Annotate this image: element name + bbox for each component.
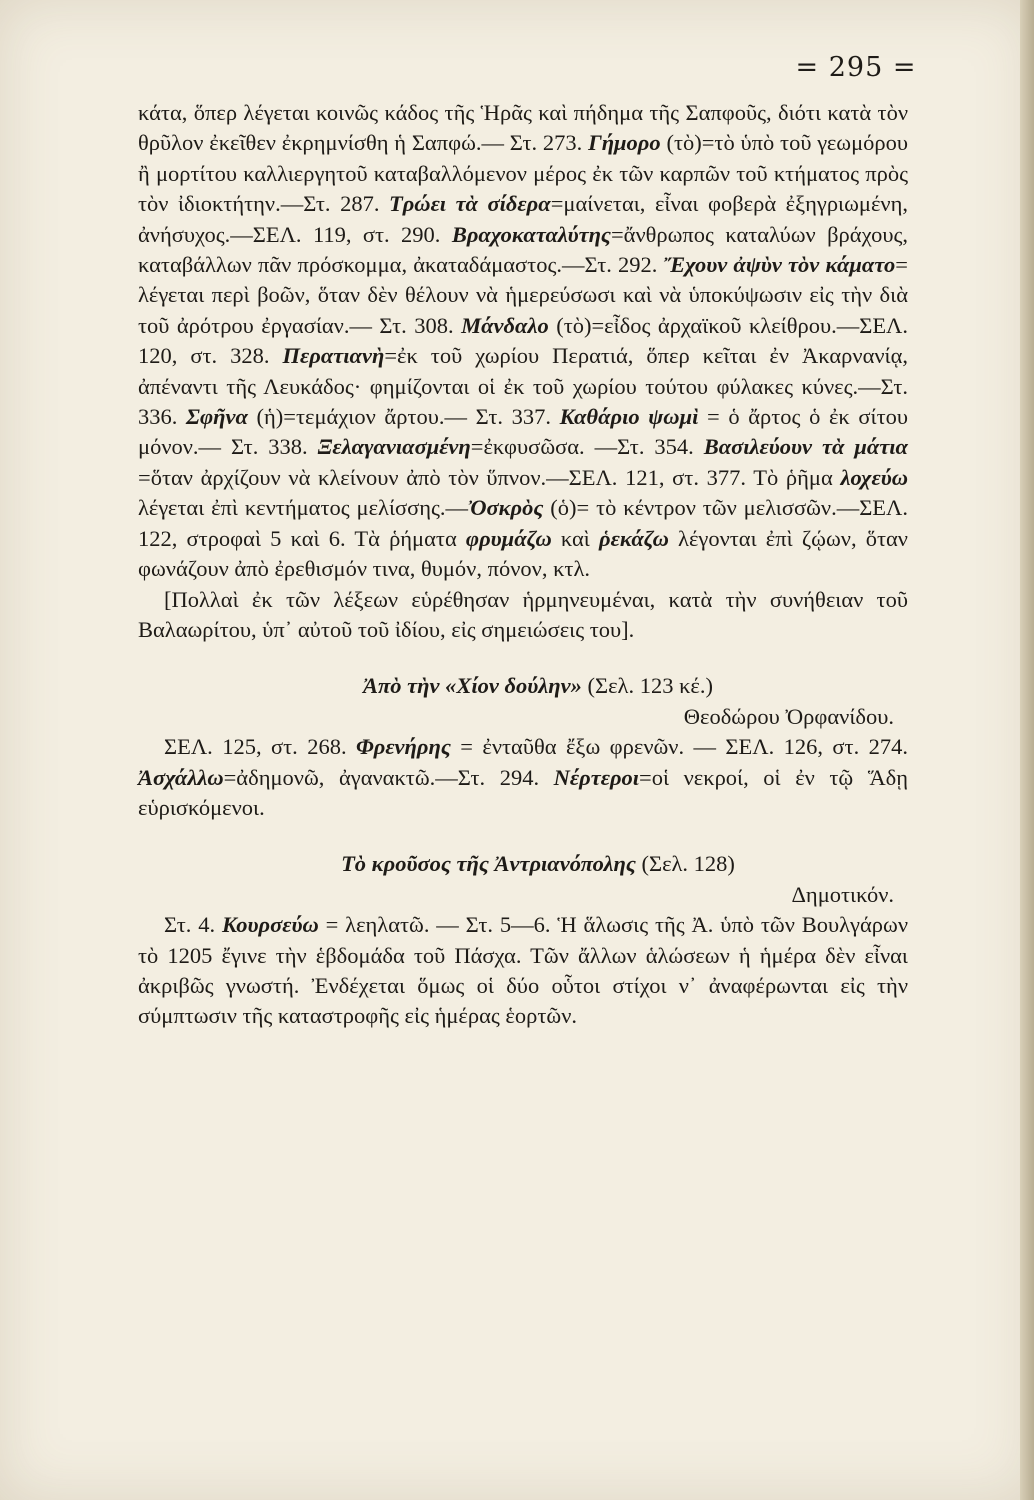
glossary-text: (τὸ)=εἶδος ἀρχαϊκοῦ κλείθρου.—ΣΕΛ. 120, στ. 328.: [138, 312, 909, 369]
glossary-term: Βραχοκαταλύτης: [451, 221, 611, 247]
page-body: [138, 98, 908, 1032]
glossary-text: = ἐνταῦθα ἔξω φρενῶν. — ΣΕΛ. 126, στ. 274.: [450, 734, 908, 760]
glossary-text: κάτα, ὅπερ λέγεται κοινῶς κάδος τῆς Ἡρᾶς καὶ πήδημα τῆς Σαπφοῦς, διότι κατὰ τὸν θρῦλον ἐκεῖθεν ἐκρημνίσθη ἡ Σαπφώ.— Στ. 273.: [138, 100, 908, 156]
glossary-term: Νέρτεροι: [553, 764, 640, 790]
glossary-term: Καθάριο ψωμὶ: [559, 404, 699, 430]
section-heading: [138, 849, 908, 879]
glossary-term: Γήμορο: [588, 130, 661, 156]
glossary-text: (τὸ)=τὸ ὑπὸ τοῦ γεωμόρου ἢ μορτίτου καλλιεργητοῦ καταβαλλόμενον μέρος ἐκ τῶν καρπῶν τοῦ κτήματος πρὸς τὸν ἰδιοκτήτην.—Στ. 287.: [138, 130, 909, 217]
glossary-text: = λεηλατῶ. — Στ. 5—6. Ἡ ἅλωσις τῆς Ἀ. ὑπὸ τῶν Βουλγάρων τὸ 1205 ἔγινε τὴν ἑβδομάδα τοῦ Πάσχα. Τῶν ἄλλων ἁλώσεων ἡ ἡμέρα δὲν εἶναι ἀκριβῶς γνωστή. Ἐνδέχεται ὅμως οἱ δύο οὗτοι στίχοι ν᾽ ἀναφέρωνται εἰς τὴν σύμπτωσιν τῆς καταστροφῆς εἰς ἡμέρας ἑορτῶν.: [138, 912, 908, 1029]
glossary-paragraph: [138, 910, 908, 1032]
glossary-term: ῥεκάζω: [599, 525, 669, 551]
section-heading: [138, 671, 908, 701]
section-author: Θεοδώρου Ὀρφανίδου.: [683, 703, 894, 729]
glossary-text: =ἄνθρωπος καταλύων βράχους, καταβάλλων πᾶν πρόσκομμα, ἀκαταδάμαστος.—Στ. 292.: [138, 221, 908, 278]
glossary-text: =οἱ νεκροί, οἱ ἐν τῷ Ἅδῃ εὑρισκόμενοι.: [138, 764, 908, 820]
glossary-term: Σφῆνα: [186, 404, 248, 430]
glossary-term: λοχεύω: [840, 464, 908, 490]
glossary-term: Ξελαγανιασμένη: [317, 434, 471, 460]
glossary-term: Ὀσκρὸς: [468, 495, 544, 521]
glossary-text: ΣΕΛ. 125, στ. 268.: [164, 734, 356, 760]
glossary-text: καὶ: [551, 525, 600, 551]
section-author: Δημοτικόν.: [791, 881, 894, 907]
glossary-term: Περατιανὴ: [282, 343, 385, 369]
glossary-text: = λέγεται περὶ βοῶν, ὅταν δὲν θέλουν νὰ ἡμερεύσωσι καὶ νὰ ὑποκύψωσιν εἰς τὴν διὰ τοῦ ἀρότρου ἐργασίαν.— Στ. 308.: [138, 252, 908, 338]
glossary-paragraph: [138, 98, 908, 585]
section-title: Τὸ κροῦσος τῆς Ἀντριανόπολης: [341, 851, 636, 877]
glossary-text: =ἀδημονῶ, ἀγανακτῶ.—Στ. 294.: [223, 764, 554, 790]
glossary-term: Κουρσεύω: [221, 912, 319, 938]
section-title: Ἀπὸ τὴν «Χίον δούλην»: [363, 673, 582, 699]
glossary-paragraph: [138, 732, 908, 823]
glossary-text: = ὁ ἄρτος ὁ ἐκ σίτου μόνον.— Στ. 338.: [138, 404, 908, 460]
glossary-text: λέγονται ἐπὶ ζῴων, ὅταν φωνάζουν ἀπὸ ἐρεθισμόν τινα, θυμόν, πόνον, κτλ.: [138, 525, 908, 582]
glossary-term: Ἀσχάλλω: [138, 764, 224, 790]
glossary-text: =ὅταν ἀρχίζουν νὰ κλείνουν ἀπὸ τὸν ὕπνον.—ΣΕΛ. 121, στ. 377. Τὸ ῥῆμα: [138, 464, 841, 490]
glossary-text: =μαίνεται, εἶναι φοβερὰ ἐξηγριωμένη, ἀνήσυχος.—ΣΕΛ. 119, στ. 290.: [138, 191, 908, 247]
glossary-term: Βασιλεύουν τὰ μάτια: [703, 434, 908, 460]
glossary-text: (ἡ)=τεμάχιον ἄρτου.— Στ. 337.: [247, 404, 560, 430]
glossary-text: (ὁ)= τὸ κέντρον τῶν μελισσῶν.—ΣΕΛ. 122, στροφαὶ 5 καὶ 6. Τὰ ῥήματα: [138, 495, 908, 551]
glossary-text: =ἐκ τοῦ χωρίου Περατιά, ὅπερ κεῖται ἐν Ἀκαρνανίᾳ, ἀπέναντι τῆς Λευκάδος· φημίζονται οἱ ἐκ τοῦ χωρίου τούτου φύλακες κύνες.—Στ. 336.: [138, 343, 909, 430]
glossary-term: Ἔχουν ἀψὺν τὸν κάματο: [663, 252, 896, 278]
glossary-term: Φρενήρης: [355, 734, 451, 760]
glossary-term: Μάνδαλο: [461, 312, 549, 338]
page-edge: [1020, 0, 1034, 1500]
glossary-text: λέγεται ἐπὶ κεντήματος μελίσσης.—: [138, 495, 469, 521]
glossary-term: φρυμάζω: [465, 525, 552, 551]
page-number: = 295 =: [795, 52, 917, 83]
glossary-term: Τρώει τὰ σίδερα: [388, 191, 551, 217]
section-reference: (Σελ. 128): [635, 851, 735, 877]
glossary-text: Στ. 4.: [164, 912, 222, 938]
editor-note: [Πολλαὶ ἐκ τῶν λέξεων εὑρέθησαν ἡρμηνευμέναι, κατὰ τὴν συνήθειαν τοῦ Βαλαωρίτου, ὑπ᾽ αὐτοῦ τοῦ ἰδίου, εἰς σημειώσεις του].: [138, 586, 908, 642]
glossary-text: =ἐκφυσῶσα. —Στ. 354.: [470, 434, 704, 460]
section-reference: (Σελ. 123 κέ.): [581, 673, 713, 699]
